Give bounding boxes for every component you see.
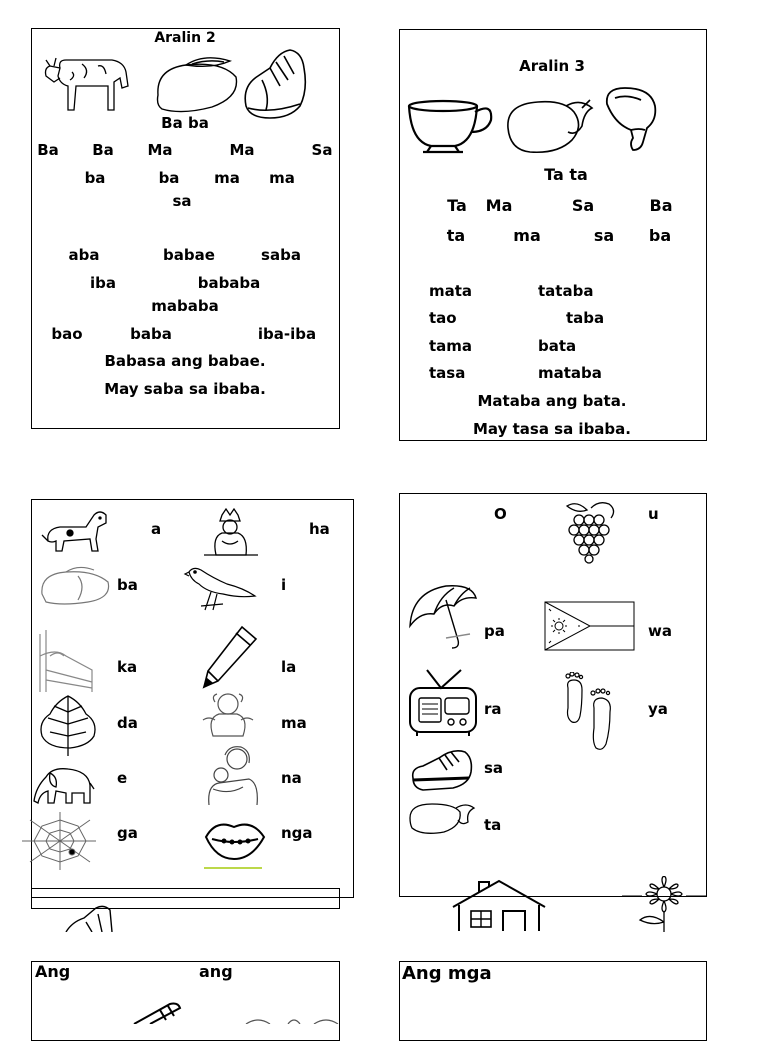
lips-icon <box>202 815 268 871</box>
word: saba <box>261 246 301 264</box>
lesson-3-syllable-heading: Ta ta <box>544 165 588 184</box>
chart-label: pa <box>484 622 505 640</box>
word: bao <box>51 325 83 343</box>
syllable: sa <box>593 226 615 245</box>
card-heading: Ang <box>35 962 71 981</box>
chicken-leg-icon <box>601 84 661 154</box>
elephant-icon <box>32 763 96 807</box>
tree-stump-icon <box>62 904 118 932</box>
chart-label: da <box>117 714 138 732</box>
chart-label: ya <box>648 700 668 718</box>
mango-icon <box>152 55 242 115</box>
chart-label: ra <box>484 700 502 718</box>
syllable: Ta <box>447 196 467 215</box>
word: iba <box>89 274 117 292</box>
chart-label: ma <box>281 714 307 732</box>
bird-icon <box>183 562 259 614</box>
word: tataba <box>538 282 594 300</box>
leaf-icon <box>36 692 100 758</box>
syllable: Ma <box>229 141 255 159</box>
grapes-icon <box>557 498 621 564</box>
syllable: Ba <box>37 141 59 159</box>
syllable: ba <box>84 169 106 187</box>
crayon-icon <box>130 1000 190 1024</box>
word: mata <box>429 282 473 300</box>
chart-label: O <box>494 505 507 523</box>
shoe-icon <box>240 46 310 120</box>
chart-label: ba <box>117 576 138 594</box>
sentence: Mataba ang bata. <box>477 392 627 410</box>
card-heading: ang <box>199 962 233 981</box>
mother-icon <box>199 745 267 807</box>
sentence: May saba sa ibaba. <box>104 380 266 398</box>
bed-icon <box>36 626 100 698</box>
word: tao <box>429 309 457 327</box>
syllable: Ba <box>649 196 673 215</box>
chart-label: ha <box>309 520 330 538</box>
word: iba-iba <box>257 325 317 343</box>
syllable: Sa <box>571 196 595 215</box>
chart-label: e <box>117 769 128 787</box>
syllable: Ba <box>92 141 114 159</box>
syllable: sa <box>172 192 192 210</box>
chart-label: sa <box>484 759 504 777</box>
syllable: ba <box>648 226 672 245</box>
chart-label: nga <box>281 824 313 842</box>
lesson-3-title: Aralin 3 <box>519 57 585 75</box>
chart-label: ka <box>117 658 138 676</box>
dog-icon <box>40 505 112 555</box>
lesson-2-syllable-heading: Ba ba <box>161 114 209 132</box>
doll-icon <box>197 690 259 740</box>
syllable: ma <box>214 169 240 187</box>
sentence: May tasa sa ibaba. <box>473 420 631 438</box>
word: mataba <box>538 364 602 382</box>
syllable: ta <box>446 226 466 245</box>
shoe-icon <box>409 744 473 794</box>
syllable: ba <box>158 169 180 187</box>
word: aba <box>68 246 100 264</box>
syllable: Ma <box>485 196 513 215</box>
flag-icon <box>544 601 636 651</box>
cow-icon <box>42 48 134 116</box>
queen-icon <box>200 507 262 557</box>
sentence: Babasa ang babae. <box>104 352 266 370</box>
word: babae <box>163 246 215 264</box>
footprints-icon <box>560 672 622 756</box>
chart-label: u <box>648 505 659 523</box>
word: bababa <box>197 274 261 292</box>
word: bata <box>538 337 577 355</box>
card-heading: Ang mga <box>402 963 492 984</box>
word: tasa <box>429 364 466 382</box>
chart-label: i <box>281 576 287 594</box>
umbrella-icon <box>406 582 478 652</box>
word: baba <box>130 325 172 343</box>
eggplant-icon <box>502 96 596 156</box>
chart-label: a <box>151 520 162 538</box>
radio-icon <box>407 668 479 738</box>
chart-label: wa <box>648 622 672 640</box>
word: tama <box>429 337 473 355</box>
pencil-icon <box>198 623 260 691</box>
house-icon <box>451 879 549 931</box>
flower-icon <box>620 876 706 932</box>
glasses-icon <box>244 1016 340 1024</box>
mango-icon <box>38 566 114 606</box>
word: taba <box>566 309 605 327</box>
chart-label: la <box>281 658 297 676</box>
lesson-2-title: Aralin 2 <box>154 30 216 46</box>
chart-label: na <box>281 769 302 787</box>
chart-label: ta <box>484 816 502 834</box>
cup-icon <box>405 98 497 156</box>
syllable: ma <box>269 169 295 187</box>
syllable: ma <box>513 226 541 245</box>
syllable: Ma <box>147 141 173 159</box>
word: mababa <box>151 297 219 315</box>
chart-label: ga <box>117 824 138 842</box>
syllable: Sa <box>311 141 333 159</box>
spider-web-icon <box>20 810 98 872</box>
eggplant-icon <box>406 800 478 838</box>
